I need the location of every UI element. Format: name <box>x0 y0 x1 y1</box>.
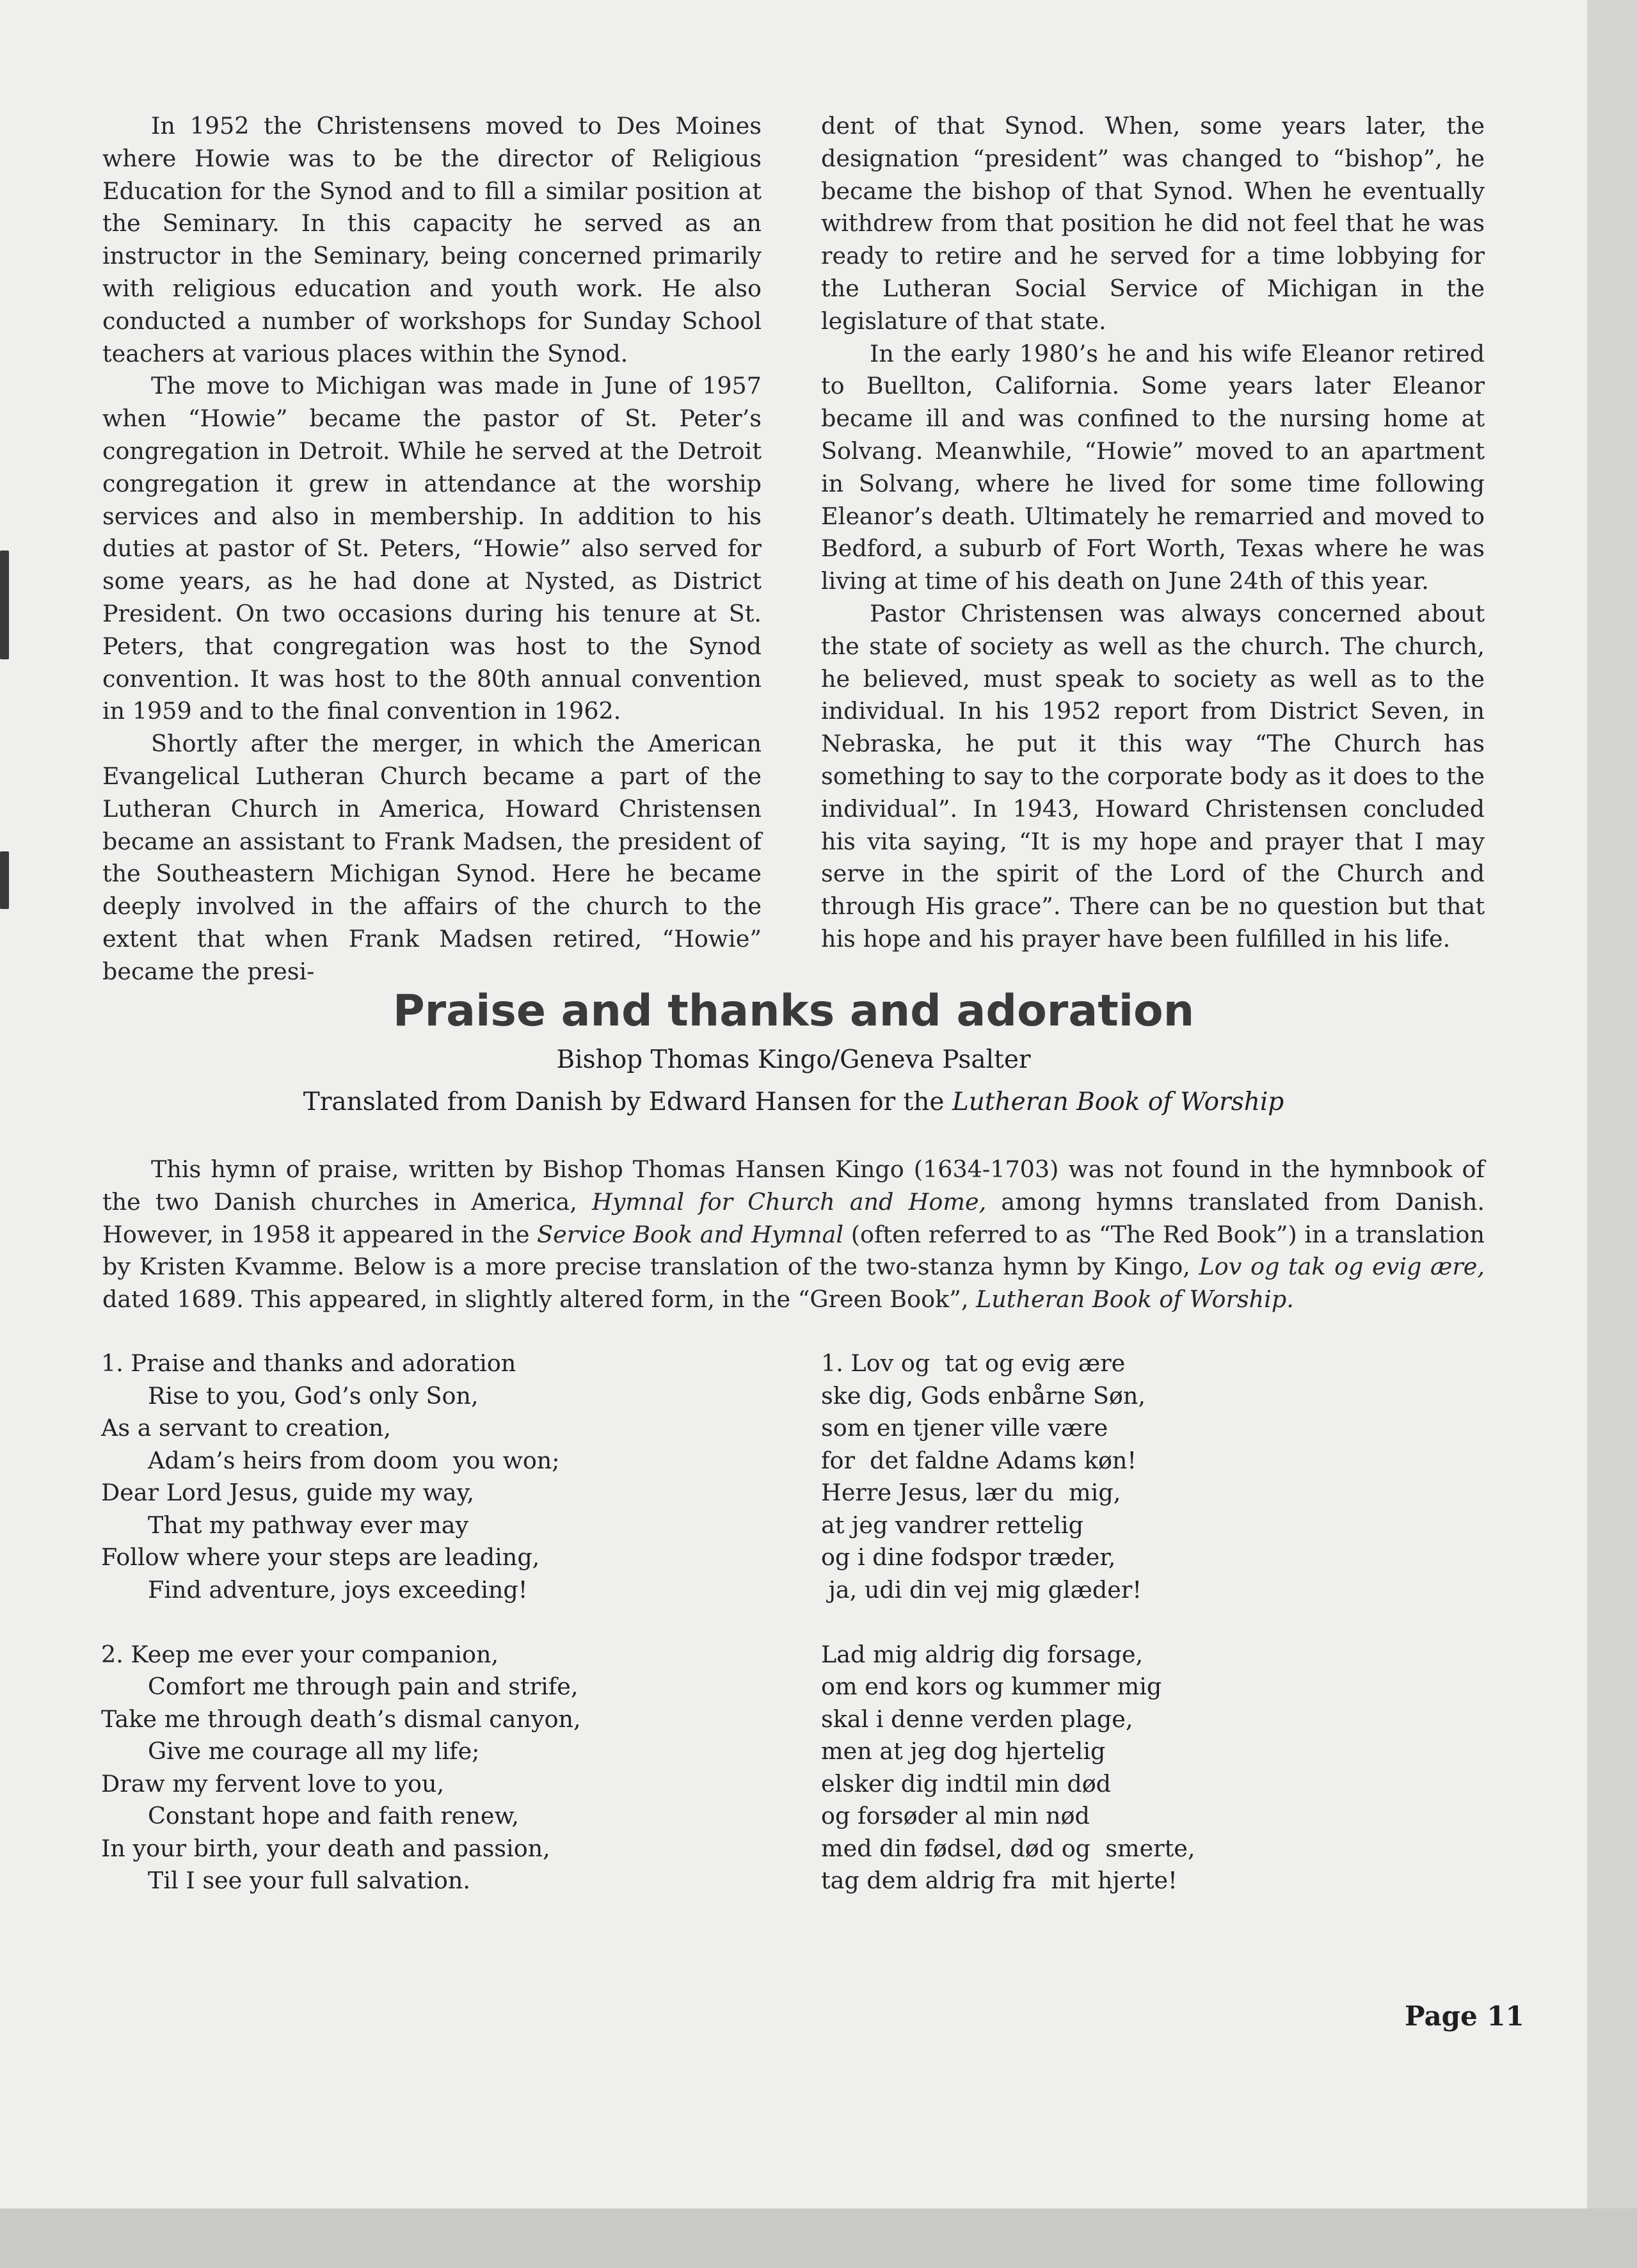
hymn-authors: Bishop Thomas Kingo/Geneva Psalter <box>556 1045 1031 1074</box>
verse-line: ske dig, Gods enbårne Søn, <box>821 1381 1146 1410</box>
verse-line: 1. Praise and thanks and adoration <box>101 1349 516 1377</box>
article-column-right <box>821 110 1485 956</box>
verse-line: Give me courage all my life; <box>148 1737 480 1765</box>
verse-line: Herre Jesus, lær du mig, <box>821 1479 1121 1506</box>
hymn-verses-danish <box>821 1347 1195 1929</box>
verse-line: for det faldne Adams køn! <box>821 1446 1137 1474</box>
verse-line: Draw my fervent love to you, <box>101 1769 445 1798</box>
hymn-stanza <box>821 1639 1195 1897</box>
hymn-translation-credit <box>0 1088 1587 1116</box>
verse-line: 1. Lov og tat og evig ære <box>821 1349 1126 1377</box>
verse-line: Take me through death’s dismal canyon, <box>101 1705 581 1733</box>
article-paragraph: dent of that Synod. When, some years later, the designation “president” was changed to “bishop”, he became the bishop of that Synod. When he eventually withdrew from that position he did not feel that he was ready to retire and he served for a time lobbying for the Lutheran Social Service of Michigan in the legislature of that state. <box>821 112 1485 335</box>
binding-mark <box>0 551 9 659</box>
verse-line: Follow where your steps are leading, <box>101 1543 540 1571</box>
verse-line: Lad mig aldrig dig forsage, <box>821 1640 1144 1668</box>
intro-text: This hymn of praise, written by Bishop Thomas Hansen Kingo (1634-1703) was not found in the hymnbook of the two Danish churches in America, <box>102 1155 1485 1216</box>
hymn-intro-paragraph <box>102 1154 1485 1316</box>
intro-title-italic: Lov og tak og evig ære, <box>1199 1253 1485 1281</box>
hymn-title: Praise and thanks and adoration <box>392 986 1195 1036</box>
verse-line: Adam’s heirs from doom you won; <box>148 1446 560 1474</box>
verse-line: at jeg vandrer rettelig <box>821 1511 1083 1539</box>
hymn-stanza <box>821 1347 1195 1606</box>
verse-line: Rise to you, God’s only Son, <box>148 1381 479 1410</box>
intro-text: (often referred to as “The Red Book”) in a translation by Kristen Kvamme. Below is a more precise translation of the two-stanza hymn by Kingo, <box>102 1220 1485 1281</box>
article-paragraph: Shortly after the merger, in which the American Evangelical Lutheran Church became a part of the Lutheran Church in America, Howard Christensen became an assistant to Frank Madsen, the president of the Southeastern Michigan Synod. Here he became deeply involved in the affairs of the church to the extent that when Frank Madsen retired, “Howie” became the presi- <box>102 730 762 985</box>
binding-mark <box>0 851 9 909</box>
verse-line: That my pathway ever may <box>148 1511 469 1539</box>
verse-line: Til I see your full salvation. <box>148 1867 470 1894</box>
verse-line: Find adventure, joys exceeding! <box>148 1575 528 1604</box>
intro-title-italic: Hymnal for Church and Home, <box>591 1187 987 1216</box>
intro-title-italic: Lutheran Book of Worship. <box>976 1285 1294 1314</box>
underlying-page-edge <box>0 2208 1637 2268</box>
intro-text: dated 1689. This appeared, in slightly altered form, in the “Green Book”, <box>102 1285 977 1314</box>
verse-line: As a servant to creation, <box>101 1414 391 1442</box>
translation-prefix: Translated from Danish by Edward Hansen for the <box>303 1088 952 1116</box>
hymn-intro <box>102 1154 1485 1316</box>
article-column-left <box>102 110 762 988</box>
hymn-stanza <box>101 1347 581 1606</box>
verse-line: elsker dig indtil min død <box>821 1769 1112 1798</box>
verse-line: 2. Keep me ever your companion, <box>101 1640 499 1668</box>
article-paragraph: The move to Michigan was made in June of 1957 when “Howie” became the pastor of St. Peter’s congregation in Detroit. While he served at the Detroit congregation it grew in attendance at the worship services and also in membership. In addition to his duties at pastor of St. Peters, “Howie” also served for some years, as he had done at Nysted, as District President. On two occasions during his tenure at St. Peters, that congregation was host to the Synod convention. It was host to the 80th annual convention in 1959 and to the final convention in 1962. <box>102 372 762 725</box>
verse-line: med din fødsel, død og smerte, <box>821 1834 1195 1862</box>
verse-line: som en tjener ville være <box>821 1414 1108 1442</box>
verse-line: og forsøder al min nød <box>821 1802 1090 1830</box>
hymn-stanza <box>101 1639 581 1897</box>
hymn-verses-english <box>101 1347 581 1929</box>
intro-title-italic: Service Book and Hymnal <box>537 1220 844 1248</box>
verse-line: In your birth, your death and passion, <box>101 1834 550 1862</box>
translation-book: Lutheran Book of Worship <box>952 1088 1284 1116</box>
verse-line: tag dem aldrig fra mit hjerte! <box>821 1867 1178 1894</box>
verse-line: men at jeg dog hjertelig <box>821 1737 1106 1765</box>
article-paragraph: In the early 1980’s he and his wife Eleanor retired to Buellton, California. Some years later Eleanor became ill and was confined to the nursing home at Solvang. Meanwhile, “Howie” moved to an apartment in Solvang, where he lived for some time following Eleanor’s death. Ultimately he remarried and moved to Bedford, a suburb of Fort Worth, Texas where he was living at time of his death on June 24th of this year. <box>821 339 1485 595</box>
article-paragraph: In 1952 the Christensens moved to Des Moines where Howie was to be the director of Religious Education for the Synod and to fill a similar position at the Seminary. In this capacity he served as an instructor in the Seminary, being concerned primarily with religious education and youth work. He also conducted a number of workshops for Sunday School teachers at various places within the Synod. <box>102 112 762 367</box>
verse-line: ja, udi din vej mig glæder! <box>821 1575 1142 1604</box>
article-paragraph: Pastor Christensen was always concerned about the state of society as well as the church. The church, he believed, must speak to society as well as to the individual. In his 1952 report from District Seven, in Nebraska, he put it this way “The Church has something to say to the corporate body as it does to the individual”. In 1943, Howard Christensen concluded his vita saying, “It is my hope and prayer that I may serve in the spirit of the Lord of the Church and through His grace”. There can be no question but that his hope and his prayer have been fulfilled in his life. <box>821 599 1485 953</box>
verse-line: Comfort me through pain and strife, <box>148 1673 579 1700</box>
verse-line: om end kors og kummer mig <box>821 1673 1162 1700</box>
page-number: Page 11 <box>1405 2000 1524 2032</box>
verse-line: Dear Lord Jesus, guide my way, <box>101 1479 475 1506</box>
intro-text: among hymns translated from Danish. However, in 1958 it appeared in the <box>102 1187 1485 1248</box>
verse-line: og i dine fodspor træder, <box>821 1543 1116 1571</box>
verse-line: skal i denne verden plage, <box>821 1705 1133 1733</box>
verse-line: Constant hope and faith renew, <box>148 1802 520 1830</box>
